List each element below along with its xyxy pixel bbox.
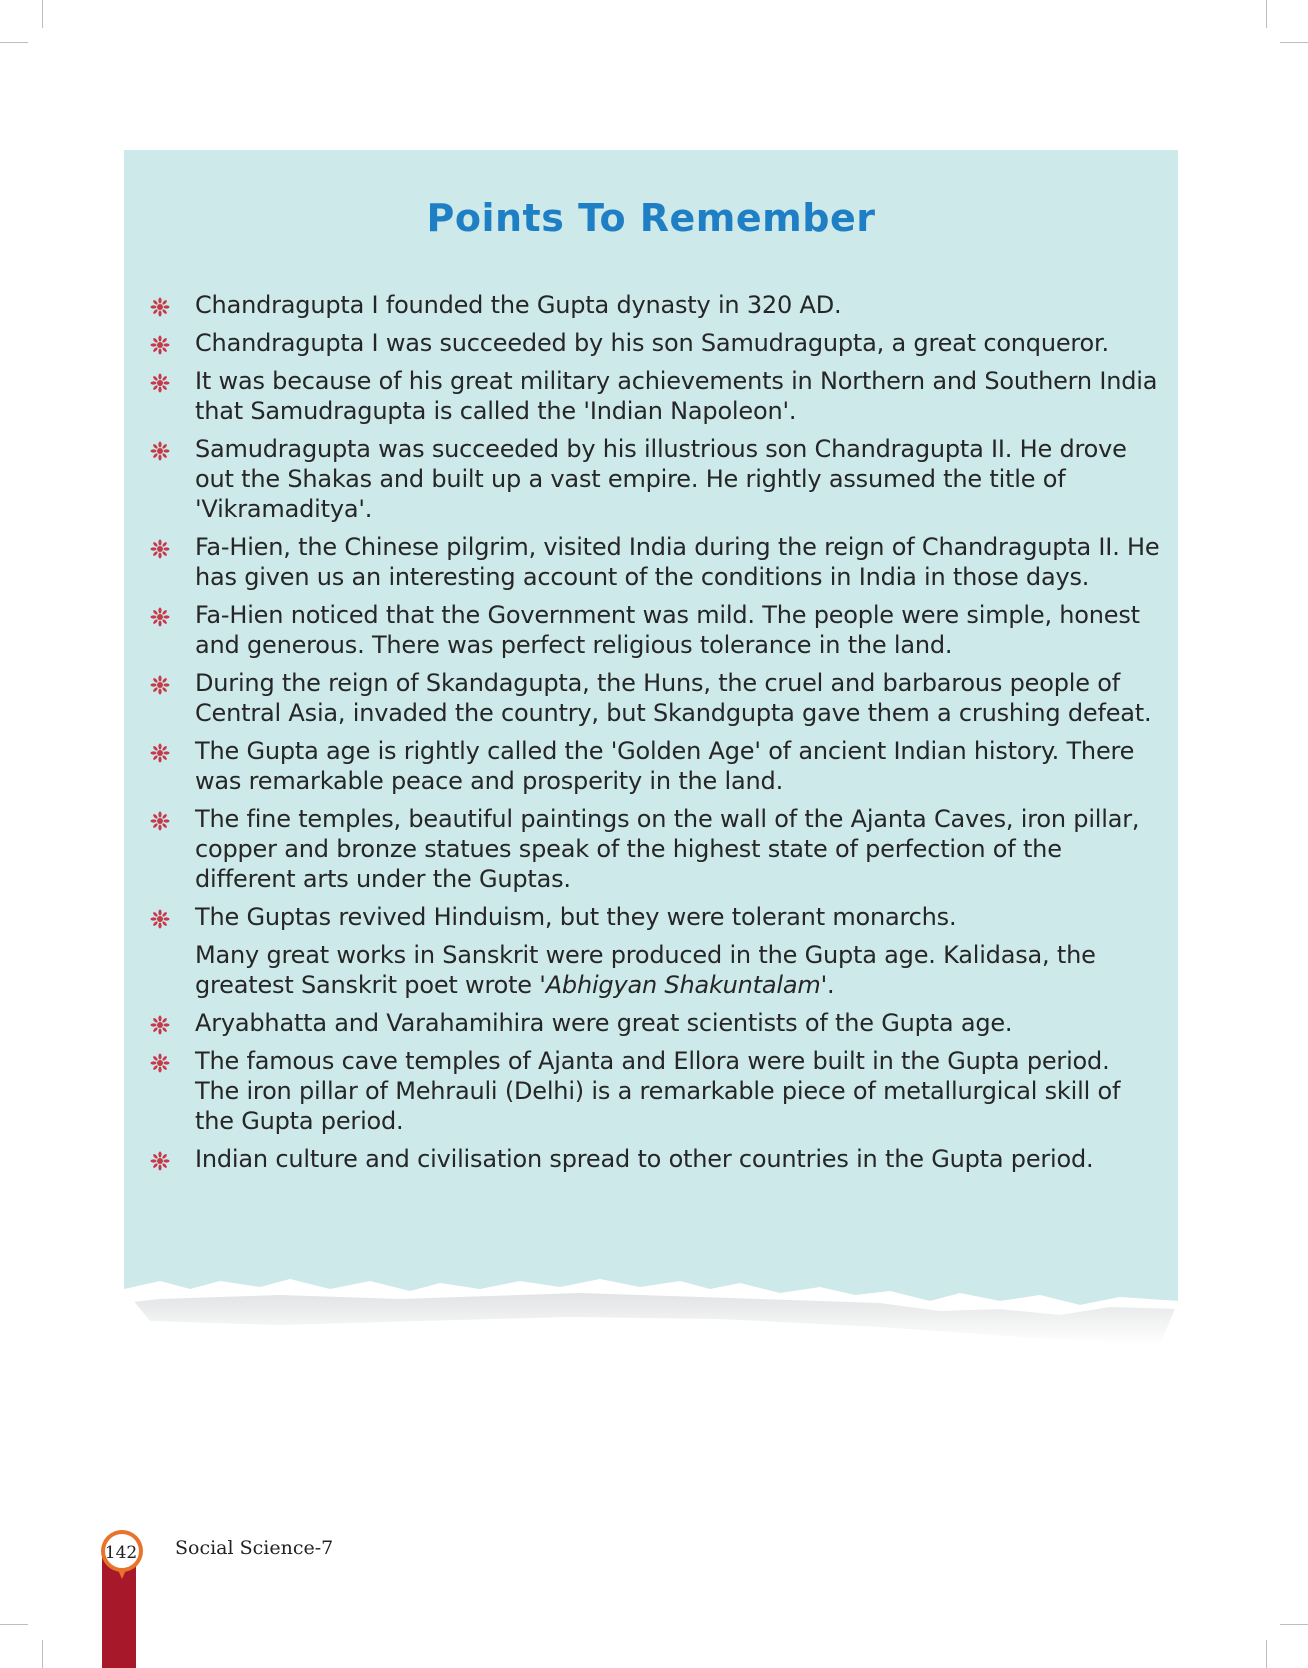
list-item <box>150 532 1160 592</box>
point-text: Samudragupta was succeeded by his illustrious son Chandragupta II. He drove out the Shakas and built up a vast empire. He rightly assumed the title of 'Vikramaditya'. <box>195 435 1127 523</box>
point-text: Chandragupta I founded the Gupta dynasty in 320 AD. <box>195 291 842 319</box>
crop-mark <box>1280 1624 1308 1625</box>
list-item <box>150 600 1160 660</box>
crop-mark <box>0 42 28 43</box>
book-title-italic: Abhigyan Shakuntalam <box>545 971 821 999</box>
point-text: Indian culture and civilisation spread to other countries in the Gupta period. <box>195 1145 1094 1173</box>
list-item <box>150 434 1160 524</box>
point-text: Fa-Hien, the Chinese pilgrim, visited India during the reign of Chandragupta II. He has given us an interesting account of the conditions in India in those days. <box>195 533 1160 591</box>
flower-bullet-icon <box>150 335 170 355</box>
flower-bullet-icon <box>150 675 170 695</box>
flower-bullet-icon <box>150 607 170 627</box>
point-text: The fine temples, beautiful paintings on the wall of the Ajanta Caves, iron pillar, copper and bronze statues speak of the highest state of perfection of the different arts under the Guptas. <box>195 805 1140 893</box>
point-text: The Gupta age is rightly called the 'Golden Age' of ancient Indian history. There was remarkable peace and prosperity in the land. <box>195 737 1135 795</box>
point-text: It was because of his great military achievements in Northern and Southern India that Samudragupta is called the 'Indian Napoleon'. <box>195 367 1158 425</box>
points-list <box>150 290 1160 1182</box>
flower-bullet-icon <box>150 373 170 393</box>
torn-paper-edge <box>120 1235 1190 1375</box>
list-item <box>150 1046 1160 1136</box>
point-text: The Guptas revived Hinduism, but they were tolerant monarchs. <box>195 903 957 931</box>
point-text: Aryabhatta and Varahamihira were great scientists of the Gupta age. <box>195 1009 1013 1037</box>
flower-bullet-icon <box>150 909 170 929</box>
point-text: Fa-Hien noticed that the Government was mild. The people were simple, honest and generous. There was perfect religious tolerance in the land. <box>195 601 1140 659</box>
page-title: Points To Remember <box>426 196 876 240</box>
flower-bullet-icon <box>150 441 170 461</box>
flower-bullet-icon <box>150 297 170 317</box>
point-text: The famous cave temples of Ajanta and Ellora were built in the Gupta period. The iron pillar of Mehrauli (Delhi) is a remarkable piece of metallurgical skill of the Gupta period. <box>195 1047 1121 1135</box>
page-number: 142 <box>104 1543 138 1563</box>
crop-mark <box>1280 42 1308 43</box>
flower-bullet-icon <box>150 743 170 763</box>
list-item <box>150 940 1160 1000</box>
point-text: During the reign of Skandagupta, the Huns, the cruel and barbarous people of Central Asia, invaded the country, but Skandgupta gave them a crushing defeat. <box>195 669 1152 727</box>
list-item <box>150 1144 1160 1174</box>
crop-mark <box>42 0 43 28</box>
flower-bullet-icon <box>150 539 170 559</box>
crop-mark <box>42 1640 43 1668</box>
list-item <box>150 668 1160 728</box>
list-item <box>150 366 1160 426</box>
crop-mark <box>1266 0 1267 28</box>
list-item <box>150 328 1160 358</box>
flower-bullet-icon <box>150 811 170 831</box>
flower-bullet-icon <box>150 1151 170 1171</box>
point-text: Many great works in Sanskrit were produced in the Gupta age. Kalidasa, the greatest Sanskrit poet wrote 'Abhigyan Shakuntalam'. <box>195 941 1096 999</box>
crop-mark <box>1266 1640 1267 1668</box>
point-text: Chandragupta I was succeeded by his son Samudragupta, a great conqueror. <box>195 329 1109 357</box>
crop-mark <box>0 1624 28 1625</box>
flower-bullet-icon <box>150 1053 170 1073</box>
list-item <box>150 902 1160 932</box>
list-item <box>150 290 1160 320</box>
list-item <box>150 804 1160 894</box>
book-title: Social Science-7 <box>175 1537 334 1559</box>
flower-bullet-icon <box>150 1015 170 1035</box>
list-item <box>150 736 1160 796</box>
list-item <box>150 1008 1160 1038</box>
